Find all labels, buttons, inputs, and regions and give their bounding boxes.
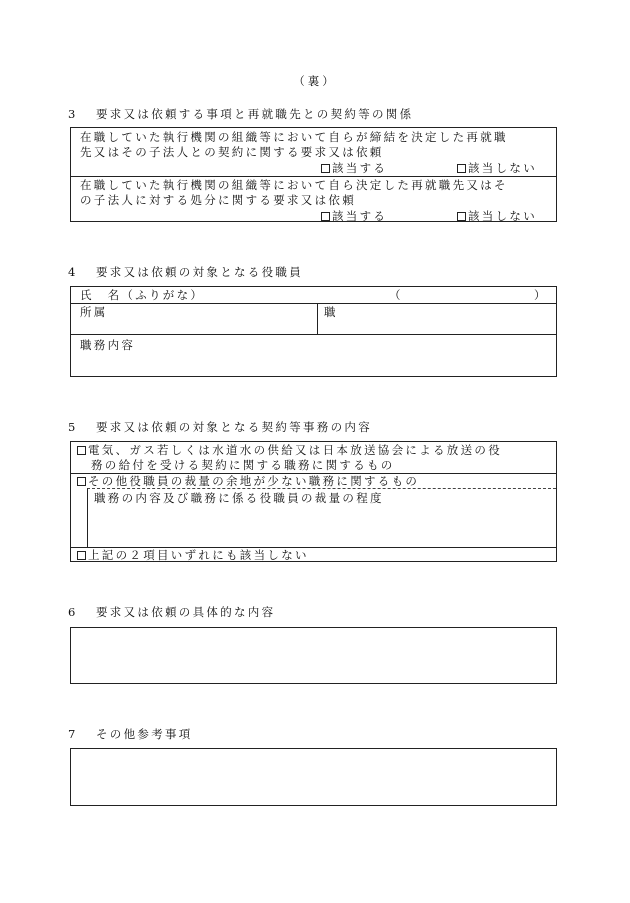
section3-heading bbox=[68, 106, 413, 122]
section5-option2-line bbox=[77, 474, 556, 489]
section4-heading bbox=[68, 264, 303, 280]
section5-option1-line1 bbox=[77, 443, 556, 458]
section3-row1-yes-label: 該当する bbox=[332, 161, 388, 175]
section5-title: 要求又は依頼の対象となる契約等事務の内容 bbox=[96, 420, 372, 434]
section5-option3-line bbox=[77, 548, 556, 563]
section5-option2-detail-label: 職務の内容及び職務に係る役職員の裁量の程度 bbox=[94, 491, 384, 505]
section6-content-box[interactable] bbox=[70, 627, 557, 684]
section5-table bbox=[70, 441, 557, 562]
section5-option3[interactable] bbox=[71, 547, 556, 562]
section5-option2-detail-box[interactable] bbox=[87, 488, 556, 547]
checkbox-icon bbox=[77, 551, 86, 560]
section3-row2-no-checkbox[interactable] bbox=[457, 208, 537, 224]
section3-row1-line1: 在職していた執行機関の組織等において自らが締結を決定した再就職 bbox=[80, 130, 508, 144]
section4-duties-label: 職務内容 bbox=[80, 338, 136, 352]
section3-table bbox=[70, 127, 557, 222]
section4-affiliation-label: 所属 bbox=[80, 305, 108, 319]
section5-option2-text: その他役職員の裁量の余地が少ない職務に関するもの bbox=[88, 474, 420, 488]
checkbox-icon bbox=[77, 446, 86, 455]
section3-row1-yes-checkbox[interactable] bbox=[321, 160, 387, 176]
checkbox-icon bbox=[321, 212, 330, 221]
section5-heading bbox=[68, 419, 372, 435]
section3-row2 bbox=[71, 176, 556, 223]
section3-row1-no-checkbox[interactable] bbox=[457, 160, 537, 176]
section4-table bbox=[70, 286, 557, 377]
section6-number: 6 bbox=[68, 605, 76, 619]
section3-row1-line2: 先又はその子法人との契約に関する要求又は依頼 bbox=[80, 145, 384, 159]
section3-row2-line1: 在職していた執行機関の組織等において自ら決定した再就職先又はそ bbox=[80, 178, 508, 192]
section4-column-divider bbox=[317, 304, 318, 334]
section4-name-row bbox=[71, 287, 556, 303]
section5-option2[interactable] bbox=[71, 473, 556, 488]
section4-paren-close: ） bbox=[534, 288, 548, 302]
section5-option3-text: 上記の２項目いずれにも該当しない bbox=[88, 548, 309, 562]
section3-row2-yes-label: 該当する bbox=[332, 209, 388, 223]
section7-content-box[interactable] bbox=[70, 748, 557, 806]
section5-option1[interactable] bbox=[71, 442, 556, 473]
section3-number: 3 bbox=[68, 107, 76, 121]
section4-number: 4 bbox=[68, 265, 76, 279]
section3-row1-no-label: 該当しない bbox=[468, 161, 537, 175]
section6-title: 要求又は依頼の具体的な内容 bbox=[96, 605, 276, 619]
checkbox-icon bbox=[321, 164, 330, 173]
section3-row1 bbox=[80, 130, 556, 175]
section3-title: 要求又は依頼する事項と再就職先との契約等の関係 bbox=[96, 107, 414, 121]
section3-row2-no-label: 該当しない bbox=[468, 209, 537, 223]
section7-heading bbox=[68, 726, 193, 742]
section5-option1-line2: 務の給付を受ける契約に関する職務に関するもの bbox=[91, 458, 395, 472]
section4-paren-open: （ bbox=[389, 288, 403, 302]
checkbox-icon bbox=[457, 212, 466, 221]
section4-name-label: 氏 名（ふりがな） bbox=[80, 288, 205, 302]
page-marker: （裏） bbox=[293, 74, 337, 88]
section7-title: その他参考事項 bbox=[96, 727, 193, 741]
section5-option1-text: 電気、ガス若しくは水道水の供給又は日本放送協会による放送の役 bbox=[88, 443, 502, 457]
section3-row2-line2: の子法人に対する処分に関する要求又は依頼 bbox=[80, 193, 356, 207]
section3-row2-yes-checkbox[interactable] bbox=[321, 208, 387, 224]
checkbox-icon bbox=[457, 164, 466, 173]
section7-number: 7 bbox=[68, 727, 76, 741]
section4-affiliation-row bbox=[71, 303, 556, 334]
section4-title: 要求又は依頼の対象となる役職員 bbox=[96, 265, 303, 279]
section4-duties-row[interactable] bbox=[71, 334, 556, 378]
section6-heading bbox=[68, 604, 275, 620]
section5-number: 5 bbox=[68, 420, 76, 434]
checkbox-icon bbox=[77, 477, 86, 486]
section4-name-input[interactable] bbox=[87, 295, 544, 296]
section4-position-label: 職 bbox=[324, 305, 338, 319]
